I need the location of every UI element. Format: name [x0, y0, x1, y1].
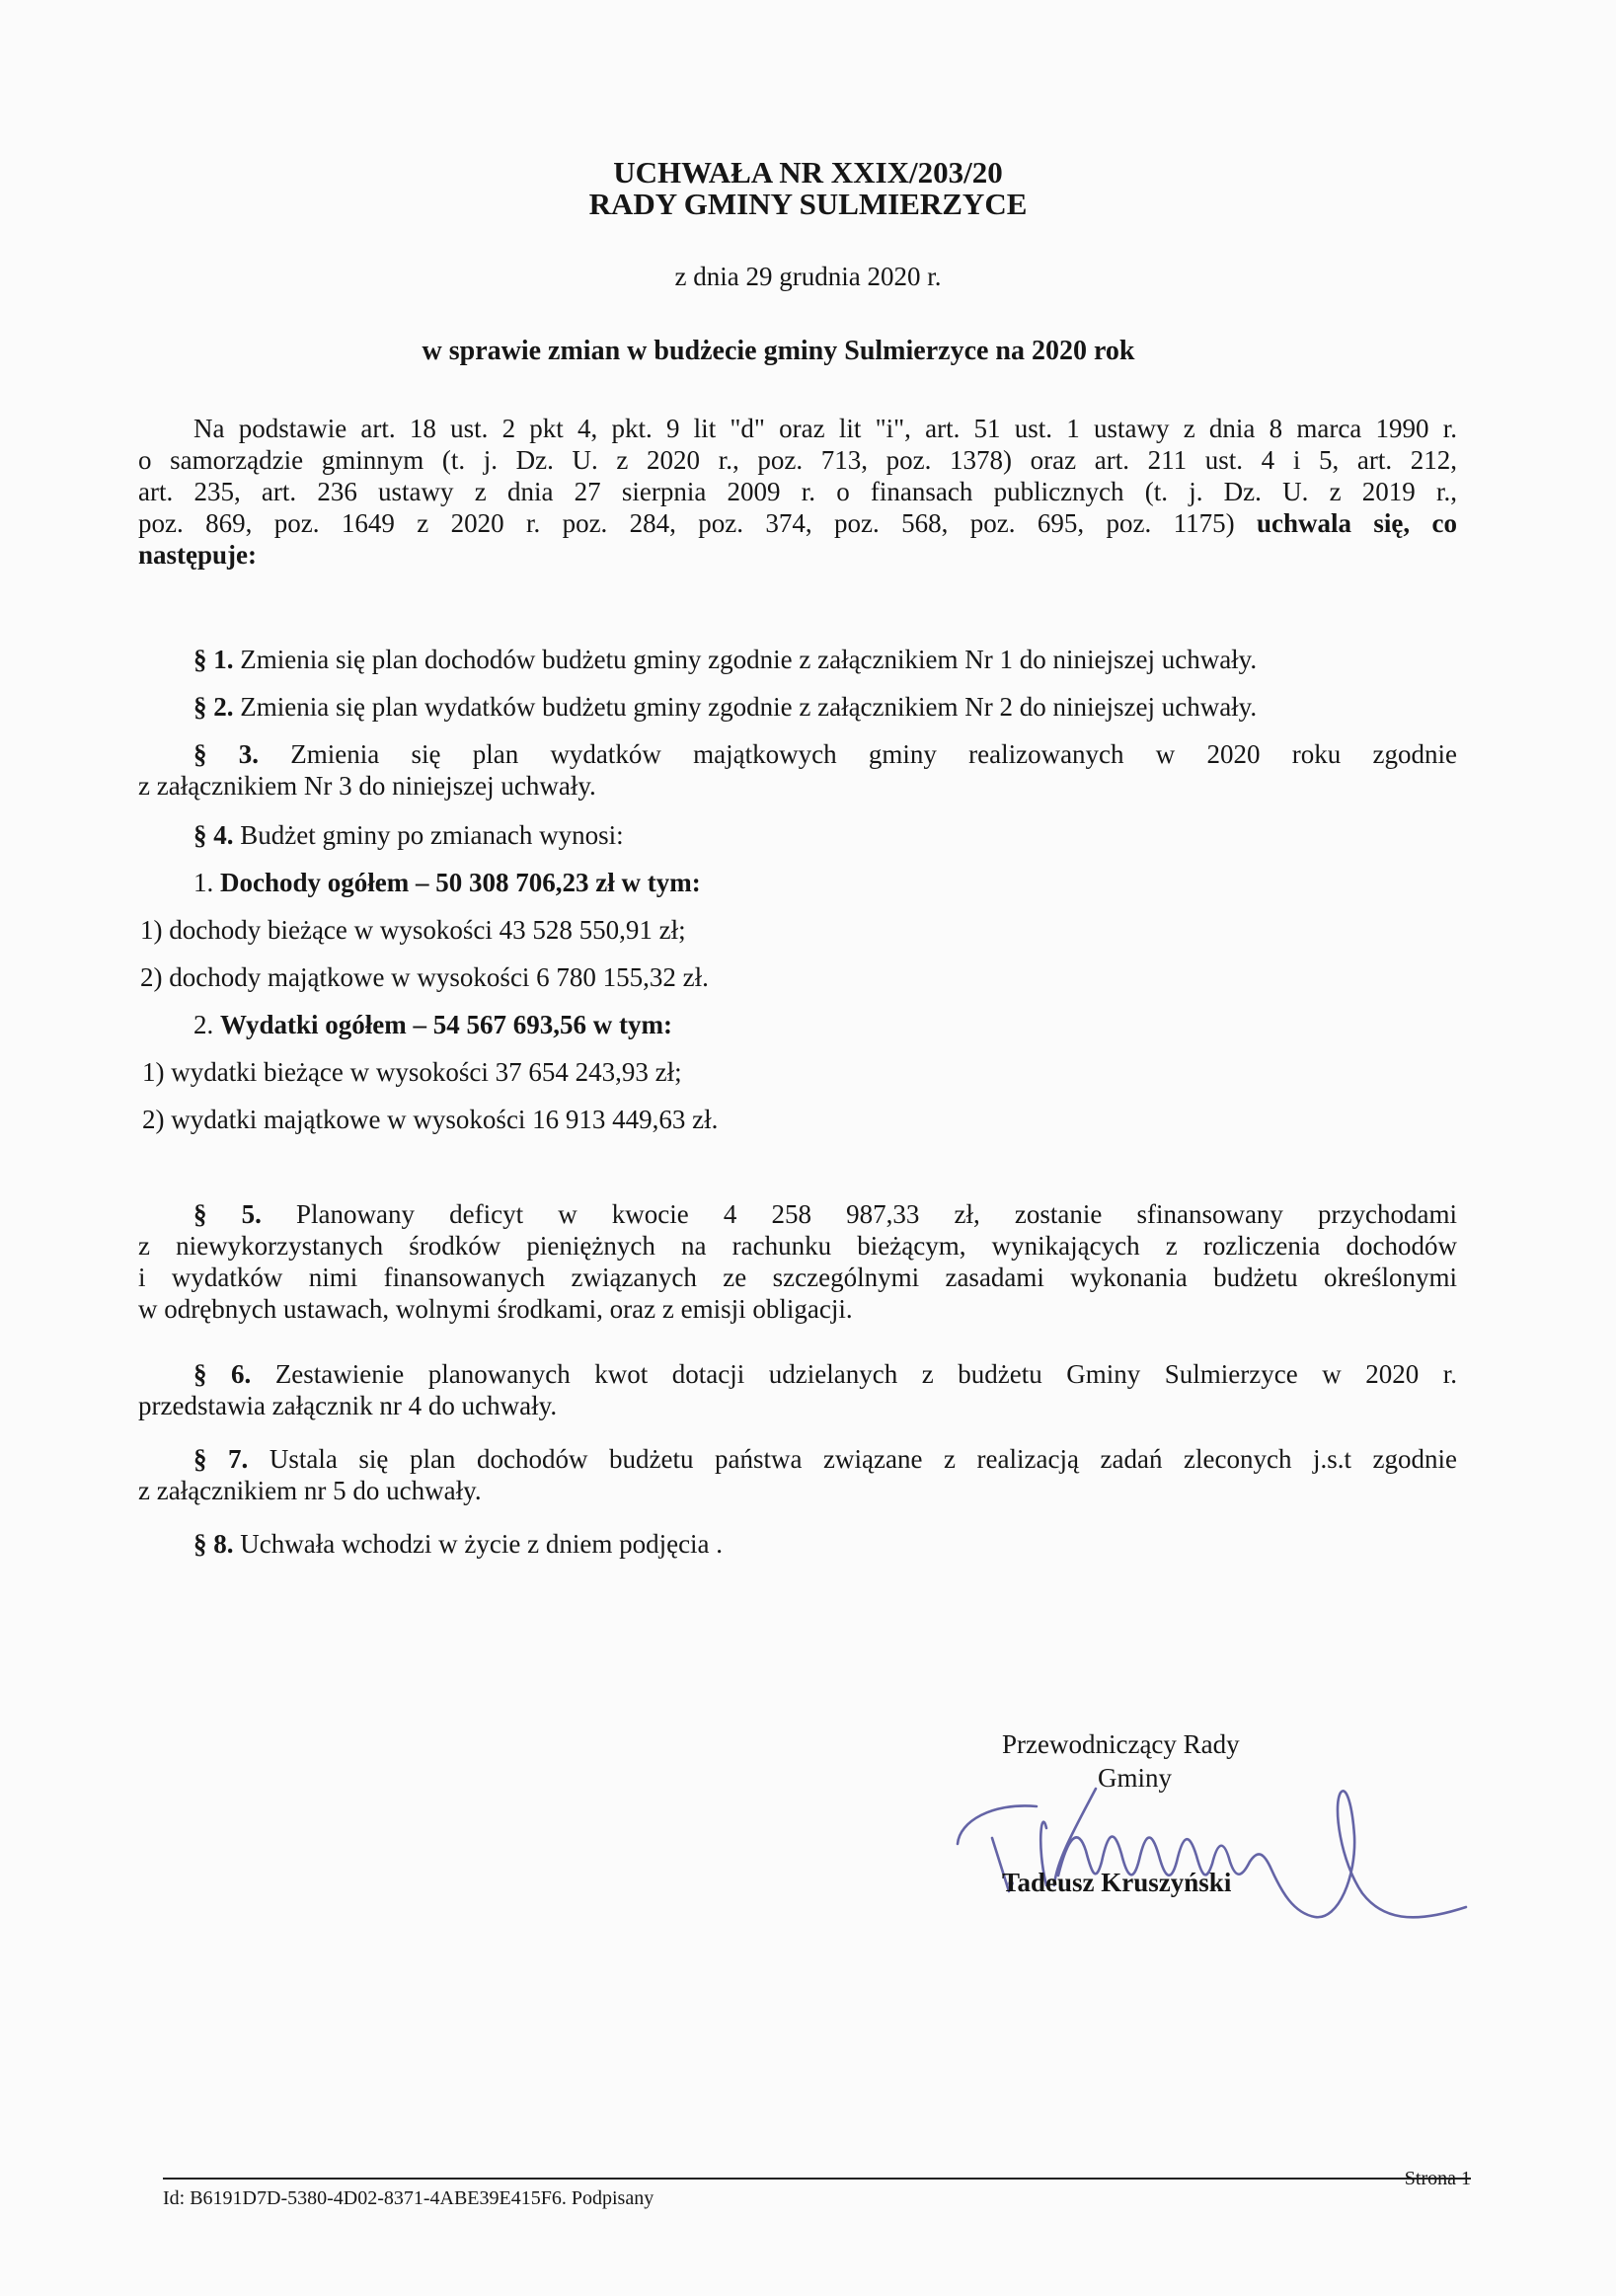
expenses-item: 2) wydatki majątkowe w wysokości 16 913 449,63 zł. — [142, 1105, 719, 1134]
section-mark: § 5. — [193, 1199, 262, 1229]
section-text: Zestawienie planowanych kwot dotacji udzielanych z budżetu Gminy Sulmierzyce w 2020 r. — [274, 1359, 1458, 1389]
section-text: Zmienia się plan wydatków budżetu gminy zgodnie z załącznikiem Nr 2 do niniejszej uchwały. — [240, 692, 1258, 722]
section-text: z załącznikiem nr 5 do uchwały. — [138, 1476, 482, 1505]
section-text: Budżet gminy po zmianach wynosi: — [240, 820, 624, 850]
income-item: 2) dochody majątkowe w wysokości 6 780 155,32 zł. — [140, 962, 709, 992]
income-label: Dochody ogółem – 50 308 706,23 zł w tym: — [220, 868, 701, 897]
expenses-total — [138, 1009, 1457, 1056]
preamble — [138, 413, 1457, 571]
footer-divider — [163, 2178, 1471, 2180]
section-text: przedstawia załącznik nr 4 do uchwały. — [138, 1391, 558, 1420]
preamble-bold-last: następuje: — [138, 540, 257, 570]
section-3 — [138, 738, 1457, 802]
expenses-num: 2. — [193, 1010, 214, 1039]
preamble-bold-tail: uchwala się, co — [1257, 508, 1457, 538]
section-6 — [138, 1358, 1457, 1421]
section-7 — [138, 1443, 1457, 1506]
resolution-number: UCHWAŁA NR XXIX/203/20 — [613, 155, 1003, 190]
preamble-last — [138, 539, 1457, 571]
section-mark: § 7. — [193, 1444, 249, 1474]
section-text: Zmienia się plan dochodów budżetu gminy zgodnie z załącznikiem Nr 1 do niniejszej uchwały. — [240, 645, 1258, 674]
section-mark: § 1. — [193, 645, 234, 674]
signatory-role: Przewodniczący Rady — [1002, 1729, 1240, 1759]
section-text: i wydatków nimi finansowanych związanych ze szczególnymi zasadami wykonania budżetu określonymi — [138, 1263, 1457, 1292]
expenses-item: 1) wydatki bieżące w wysokości 37 654 243,93 zł; — [142, 1057, 682, 1087]
council-name: RADY GMINY SULMIERZYCE — [588, 187, 1028, 221]
section-8 — [138, 1528, 1457, 1560]
section-mark: § 4. — [193, 820, 234, 850]
resolution-subject: w sprawie zmian w budżecie gminy Sulmierzyce na 2020 rok — [422, 336, 1135, 366]
section-mark: § 8. — [193, 1529, 234, 1559]
section-4 — [138, 819, 1457, 1151]
section-text: z załącznikiem Nr 3 do niniejszej uchwały. — [138, 771, 596, 801]
section-text: Uchwała wchodzi w życie z dniem podjęcia . — [240, 1529, 724, 1559]
section-text: Zmienia się plan wydatków majątkowych gminy realizowanych w 2020 roku zgodnie — [290, 739, 1457, 769]
signatory-name: Tadeusz Kruszyński — [1002, 1868, 1232, 1897]
section-2 — [138, 691, 1457, 723]
handwritten-signature — [948, 1767, 1481, 1935]
preamble-line-with-tail — [138, 507, 1457, 539]
signatory-role-line2: Gminy — [1098, 1763, 1173, 1793]
preamble-line: art. 235, art. 236 ustawy z dnia 27 sierpnia 2009 r. o finansach publicznych (t. j. Dz. U. z 2019 r., — [138, 477, 1457, 506]
section-text: Planowany deficyt w kwocie 4 258 987,33 zł, zostanie sfinansowany przychodami — [296, 1199, 1458, 1229]
income-num: 1. — [193, 868, 214, 897]
section-1 — [138, 644, 1457, 675]
expenses-label: Wydatki ogółem – 54 567 693,56 w tym: — [220, 1010, 672, 1039]
resolution-date: z dnia 29 grudnia 2020 r. — [674, 262, 942, 291]
section-text: w odrębnych ustawach, wolnymi środkami, oraz z emisji obligacji. — [138, 1294, 853, 1324]
preamble-line: poz. 869, poz. 1649 z 2020 r. poz. 284, poz. 374, poz. 568, poz. 695, poz. 1175) — [138, 508, 1235, 538]
preamble-line: Na podstawie art. 18 ust. 2 pkt 4, pkt. 9 lit "d" oraz lit "i", art. 51 ust. 1 ustawy z dnia 8 marca 1990 r. — [193, 414, 1457, 443]
income-total — [138, 867, 1457, 914]
section-text: z niewykorzystanych środków pieniężnych na rachunku bieżącym, wynikających z rozliczenia dochodów — [138, 1231, 1457, 1261]
section-text: Ustala się plan dochodów budżetu państwa związane z realizacją zadań zleconych j.s.t zgodnie — [269, 1444, 1458, 1474]
preamble-line: o samorządzie gminnym (t. j. Dz. U. z 2020 r., poz. 713, poz. 1378) oraz art. 211 ust. 4 i 5, art. 212, — [138, 445, 1457, 475]
page-number: Strona 1 — [1404, 2168, 1471, 2189]
income-item: 1) dochody bieżące w wysokości 43 528 550,91 zł; — [140, 915, 686, 945]
section-mark: § 6. — [193, 1359, 252, 1389]
document-id: Id: B6191D7D-5380-4D02-8371-4ABE39E415F6. Podpisany — [163, 2187, 654, 2209]
section-mark: § 3. — [193, 739, 259, 769]
section-mark: § 2. — [193, 692, 234, 722]
section-5 — [138, 1198, 1457, 1325]
